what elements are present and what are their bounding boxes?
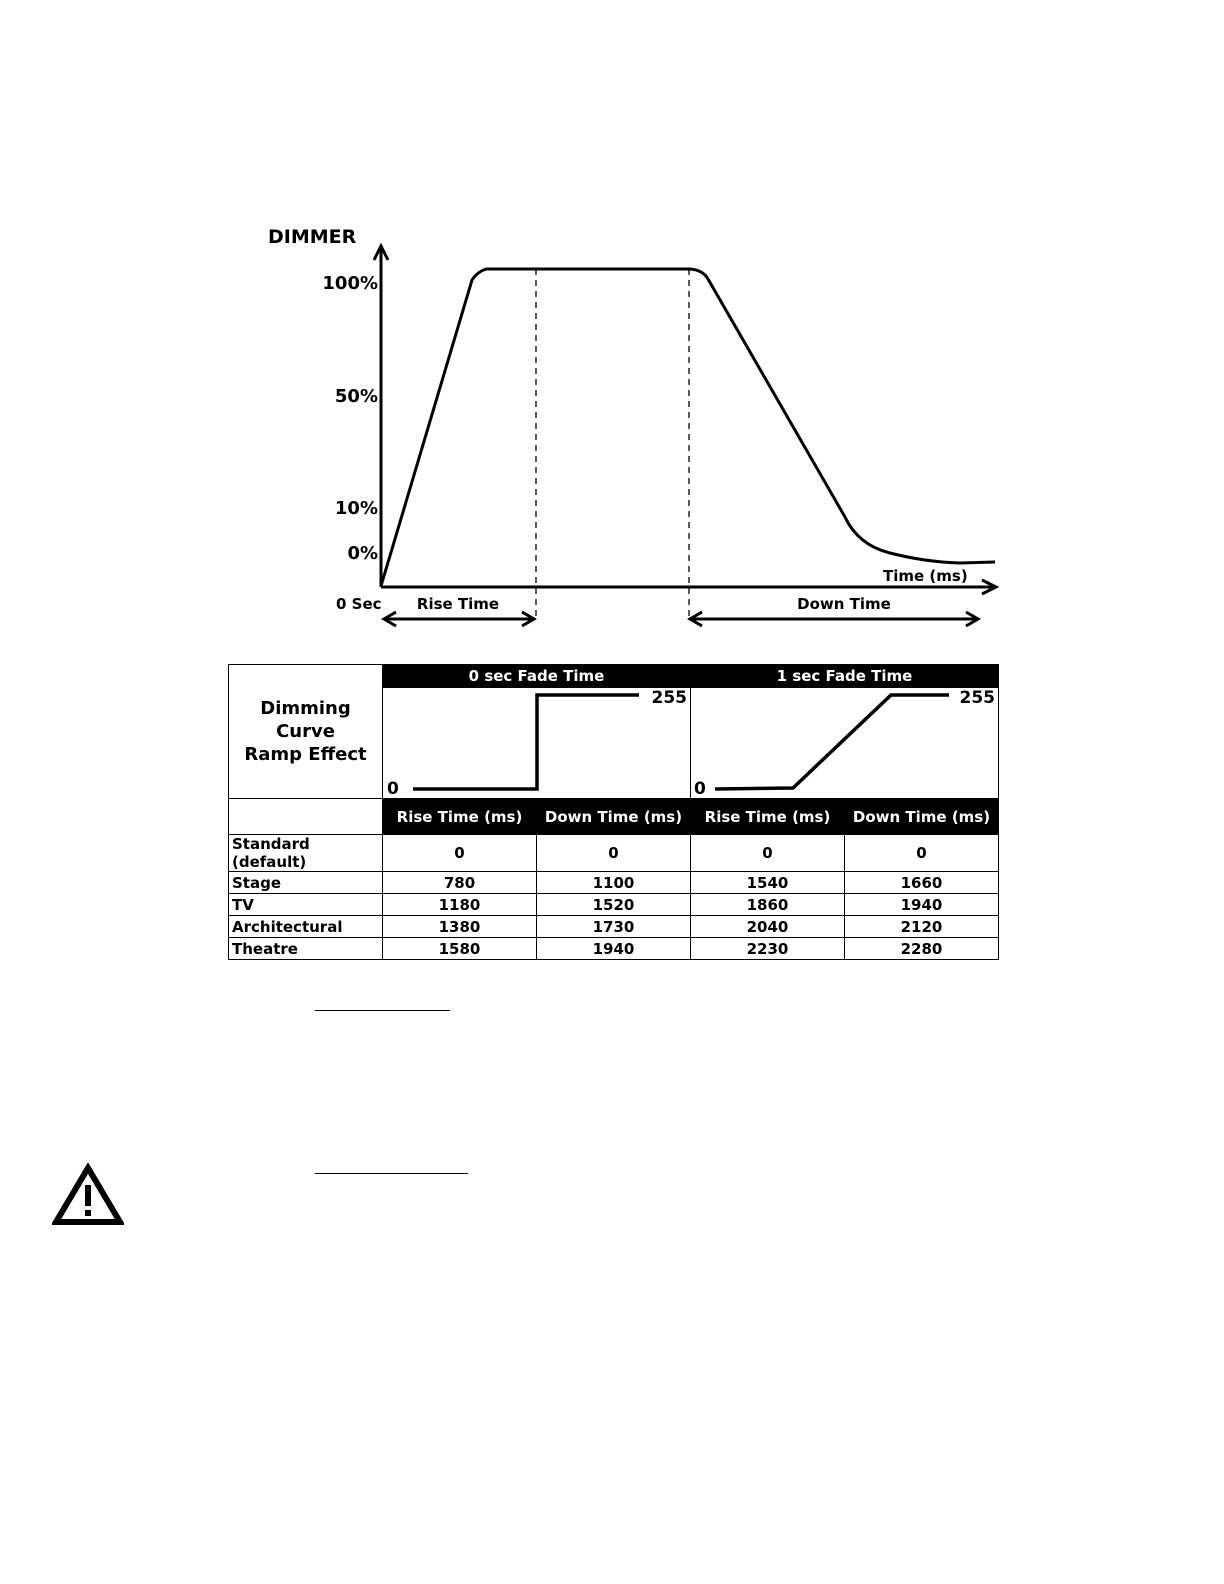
row-label: Standard (default) xyxy=(229,835,383,872)
table-cell: 1860 xyxy=(691,894,845,916)
table-cell: 2280 xyxy=(845,938,999,960)
table-cell: 1940 xyxy=(537,938,691,960)
table-row xyxy=(229,916,999,938)
table-cell: 1520 xyxy=(537,894,691,916)
group-header-1sec: 1 sec Fade Time xyxy=(691,665,999,688)
curve-low-label-1sec: 0 xyxy=(694,779,706,799)
heading-underline xyxy=(315,1010,450,1011)
table-cell: 2120 xyxy=(845,916,999,938)
group-header-0sec: 0 sec Fade Time xyxy=(383,665,691,688)
origin-label: 0 Sec xyxy=(336,595,382,613)
table-cell: 1730 xyxy=(537,916,691,938)
row-label: Theatre xyxy=(229,938,383,960)
column-header: Down Time (ms) xyxy=(845,799,999,835)
table-row xyxy=(229,938,999,960)
table-cell: 1180 xyxy=(383,894,537,916)
curve-high-label-1sec: 255 xyxy=(959,688,995,708)
table-cell: 2040 xyxy=(691,916,845,938)
table-cell: 0 xyxy=(691,835,845,872)
column-header: Down Time (ms) xyxy=(537,799,691,835)
table-cell: 0 xyxy=(845,835,999,872)
x-axis-label: Time (ms) xyxy=(883,567,968,585)
dimmer-curve xyxy=(381,269,995,586)
curve-cell-0sec xyxy=(383,688,691,799)
table-row xyxy=(229,835,999,872)
row-label: TV xyxy=(229,894,383,916)
table-row xyxy=(229,894,999,916)
column-header: Rise Time (ms) xyxy=(691,799,845,835)
y-tick-50: 50% xyxy=(334,386,378,407)
table-cell: 0 xyxy=(537,835,691,872)
ramp-curve-1sec xyxy=(691,688,999,800)
y-tick-100: 100% xyxy=(322,273,378,294)
curve-cell-1sec xyxy=(691,688,999,799)
ramp-curve-line xyxy=(715,695,949,789)
warning-triangle-icon xyxy=(52,1163,124,1227)
dimmer-timing-diagram xyxy=(0,0,1224,640)
row-label: Stage xyxy=(229,872,383,894)
step-curve-0sec xyxy=(383,688,691,800)
table-cell: 1540 xyxy=(691,872,845,894)
step-curve-line xyxy=(413,695,639,789)
row-label: Architectural xyxy=(229,916,383,938)
table-title: Dimming Curve Ramp Effect xyxy=(244,698,367,765)
table-cell: 2230 xyxy=(691,938,845,960)
table-cell: 1660 xyxy=(845,872,999,894)
table-cell: 1380 xyxy=(383,916,537,938)
table-title-cell xyxy=(229,665,383,799)
heading-underline xyxy=(315,1173,468,1174)
y-tick-10: 10% xyxy=(334,498,378,519)
y-axis-title: DIMMER xyxy=(268,226,357,248)
table-cell: 1940 xyxy=(845,894,999,916)
y-tick-0: 0% xyxy=(347,543,378,564)
curve-low-label-0sec: 0 xyxy=(387,779,399,799)
table-cell: 1100 xyxy=(537,872,691,894)
table-cell: 0 xyxy=(383,835,537,872)
table-row xyxy=(229,872,999,894)
column-header: Rise Time (ms) xyxy=(383,799,537,835)
table-cell: 780 xyxy=(383,872,537,894)
curve-high-label-0sec: 255 xyxy=(651,688,687,708)
column-header-blank xyxy=(229,799,383,835)
down-time-label: Down Time xyxy=(797,595,891,613)
rise-time-label: Rise Time xyxy=(416,595,500,613)
ramp-effect-table xyxy=(228,664,999,960)
table-cell: 1580 xyxy=(383,938,537,960)
